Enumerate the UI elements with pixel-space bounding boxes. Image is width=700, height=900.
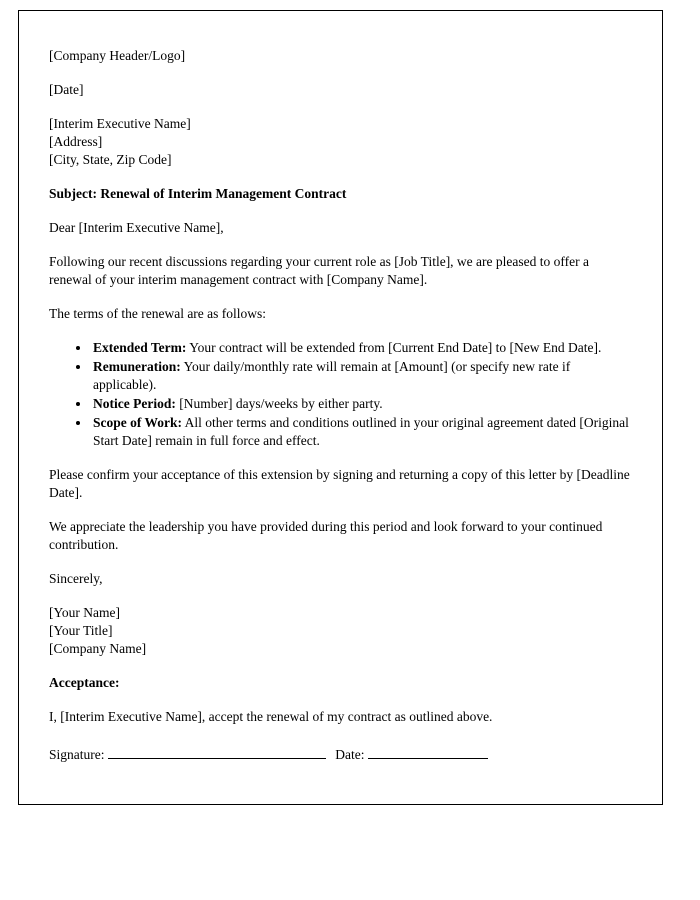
term-label: Remuneration:	[93, 359, 181, 374]
term-text: [Number] days/weeks by either party.	[175, 396, 383, 411]
signature-row	[49, 746, 632, 764]
subject-line: Subject: Renewal of Interim Management Contract	[49, 186, 347, 201]
term-label: Extended Term:	[93, 340, 187, 355]
date-label: Date:	[335, 747, 365, 762]
letter-date: [Date]	[49, 82, 84, 97]
intro-paragraph: Following our recent discussions regarding your current role as [Job Title], we are pleased to offer a renewal of your interim management contract with [Company Name].	[49, 254, 589, 287]
bottom-whitespace	[0, 805, 700, 895]
term-text: All other terms and conditions outlined in your original agreement dated [Original Start Date] remain in full force and effect.	[93, 415, 629, 448]
appreciation-paragraph: We appreciate the leadership you have provided during this period and look forward to your continued contribution.	[49, 519, 603, 552]
recipient-city-state-zip: [City, State, Zip Code]	[49, 152, 172, 167]
salutation: Dear [Interim Executive Name],	[49, 220, 224, 235]
term-scope-of-work	[91, 414, 632, 450]
signer-company: [Company Name]	[49, 641, 147, 656]
acceptance-text: I, [Interim Executive Name], accept the renewal of my contract as outlined above.	[49, 709, 493, 724]
date-line	[368, 746, 488, 759]
company-header-placeholder: [Company Header/Logo]	[49, 48, 186, 63]
signer-name: [Your Name]	[49, 605, 120, 620]
term-notice-period	[91, 395, 632, 413]
recipient-block	[49, 115, 632, 169]
terms-list	[49, 339, 632, 450]
signature-label: Signature:	[49, 747, 105, 762]
recipient-name: [Interim Executive Name]	[49, 116, 191, 131]
terms-lead-paragraph: The terms of the renewal are as follows:	[49, 306, 267, 321]
term-extended-term	[91, 339, 632, 357]
recipient-address: [Address]	[49, 134, 103, 149]
signer-block	[49, 604, 632, 658]
signer-title: [Your Title]	[49, 623, 113, 638]
confirm-paragraph: Please confirm your acceptance of this extension by signing and returning a copy of this letter by [Deadline Date].	[49, 467, 630, 500]
acceptance-heading: Acceptance:	[49, 675, 120, 690]
letter-page	[18, 10, 663, 805]
closing: Sincerely,	[49, 571, 103, 586]
term-remuneration	[91, 358, 632, 394]
term-label: Notice Period:	[93, 396, 176, 411]
signature-line	[108, 746, 326, 759]
term-text: Your contract will be extended from [Current End Date] to [New End Date].	[186, 340, 602, 355]
term-label: Scope of Work:	[93, 415, 183, 430]
term-text: Your daily/monthly rate will remain at [Amount] (or specify new rate if applicable).	[93, 359, 571, 392]
